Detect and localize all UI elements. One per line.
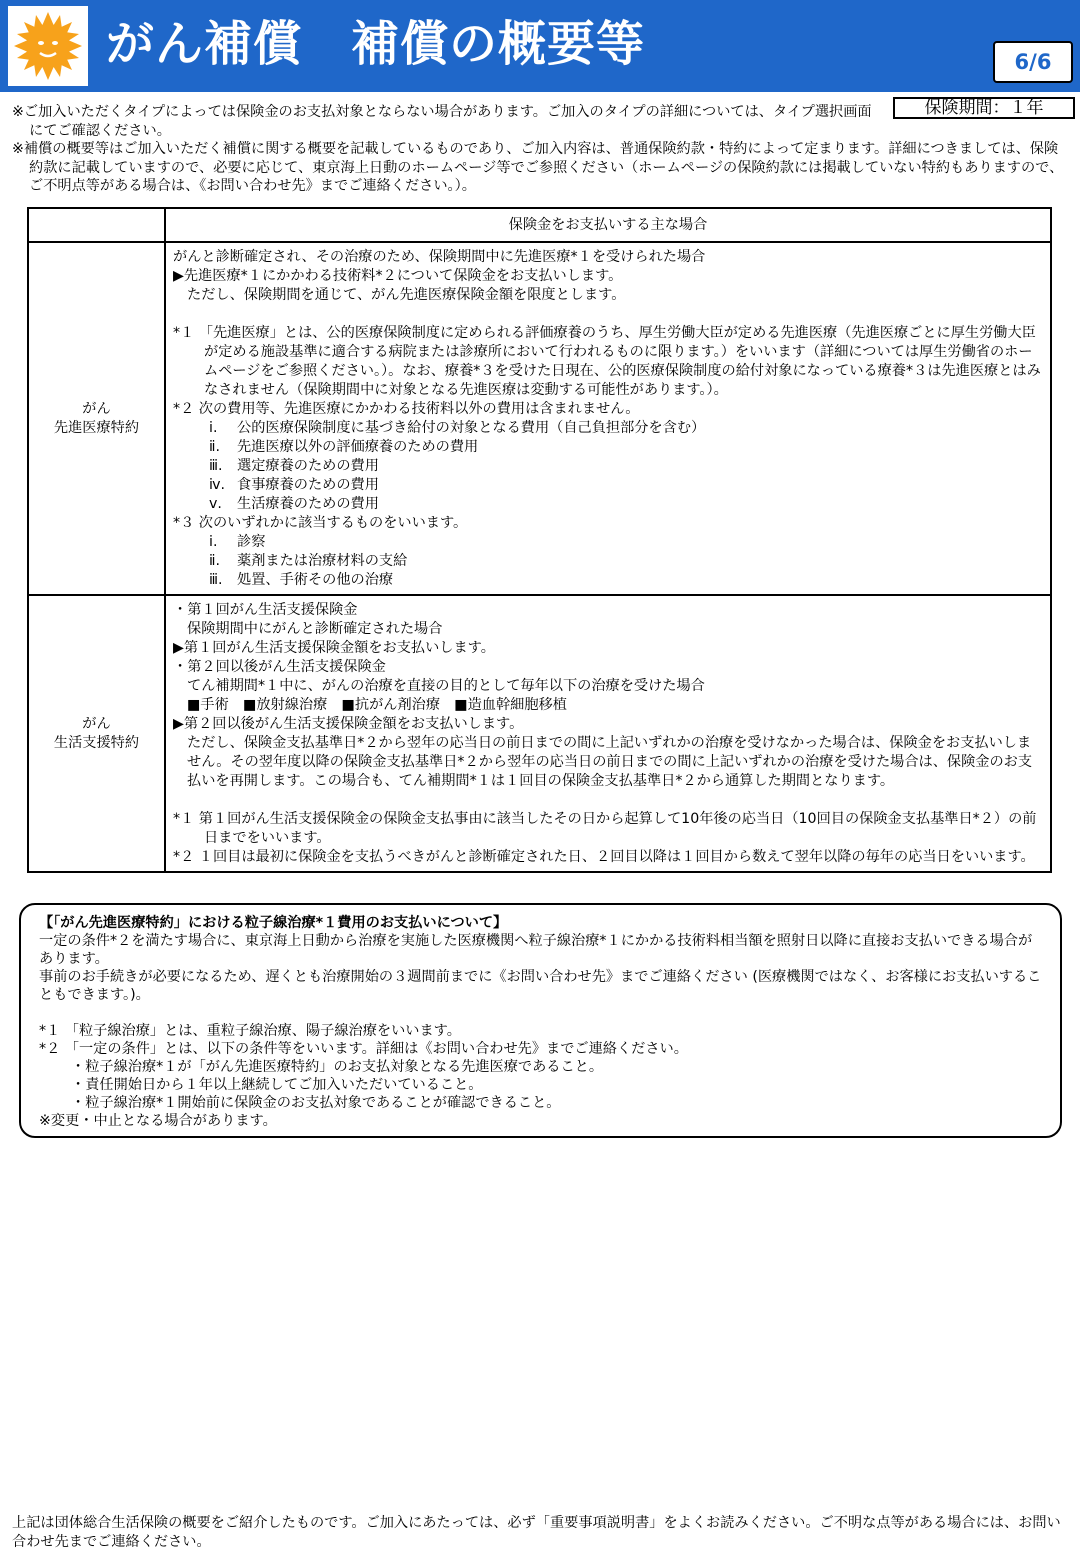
page-number: 6/6	[993, 41, 1073, 83]
logo	[8, 6, 88, 86]
content-paragraph: ただし、保険金支払基準日*２から翌年の応当日の前日までの間に上記いずれかの治療を受けなかった場合は、保険金をお支払いしません。その翌年度以降の保険金支払基準日*２から翌年の応当日の前日までの間に上記いずれかの治療を受けた場合は、保険金のお支払いを再開します。この場合も、てん補期間*１は１回目の保険金支払基準日*２から通算した期間となります。	[187, 735, 1033, 789]
coverage-table	[27, 207, 1052, 873]
note-overview: ※補償の概要等はご加入いただく補償に関する概要を記載しているものであり、ご加入内容は、普通保険約款・特約によって定まります。詳細につきましては、保険約款に記載していますので、必要に応じて、東京海上日動のホームページ等でご参照ください（ホームページの保険約款には掲載していない特約もありますので、ご不明点等がある場合は、《お問い合わせ先》までご連絡ください。）。	[12, 141, 1064, 194]
row-label-line: 先進医療特約	[53, 419, 140, 436]
content-line: ただし、保険期間を通じて、がん先進医療保険金額を限度とします。	[187, 287, 626, 303]
sub-item: ⅱ. 薬剤または治療材料の支給	[209, 553, 408, 569]
notice-condition: ・責任開始日から１年以上継続してご加入いただいていること。	[71, 1077, 483, 1093]
content-line: ■手術 ■放射線治療 ■抗がん剤治療 ■造血幹細胞移植	[187, 697, 567, 713]
sub-item: ⅳ. 食事療養のための費用	[209, 477, 379, 493]
row-label	[28, 242, 165, 595]
content-line: 保険期間中にがんと診断確定された場合	[187, 621, 443, 637]
note-type: ※ご加入いただくタイプによっては保険金のお支払対象とならない場合があります。ご加入のタイプの詳細については、タイプ選択画面にてご確認ください。	[12, 104, 872, 139]
notice-title: 【「がん先進医療特約」における粒子線治療*１費用のお支払いについて】	[39, 915, 508, 931]
sub-item: ⅱ. 先進医療以外の評価療養のための費用	[209, 439, 479, 455]
content-line: がんと診断確定され、その治療のため、保険期間中に先進医療*１を受けられた場合	[173, 249, 706, 265]
table-row	[28, 242, 1051, 595]
row-label-line: 生活支援特約	[53, 734, 140, 751]
content-line: ▶第２回以後がん生活支援保険金額をお支払いします。	[173, 716, 524, 732]
page-title: がん補償 補償の概要等	[106, 16, 646, 72]
row-label	[28, 595, 165, 872]
notice-footnote: *２ 「一定の条件」とは、以下の条件等をいいます。詳細は《お問い合わせ先》までご連絡ください。	[39, 1041, 688, 1057]
row-content	[165, 595, 1051, 872]
notes	[12, 103, 1072, 196]
row-label-line: がん	[82, 400, 111, 417]
footnote: *２ 次の費用等、先進医療にかかわる技術料以外の費用は含まれません。	[173, 401, 640, 417]
row-content	[165, 242, 1051, 595]
table-header-empty	[28, 208, 165, 242]
footnote: *１ 第１回がん生活支援保険金の保険金支払事由に該当したその日から起算して10年後の応当日（10回目の保険金支払基準日*２）の前日までをいいます。	[173, 811, 1037, 846]
content-line: ・第２回以後がん生活支援保険金	[173, 659, 386, 675]
footnote: *１ 「先進医療」とは、公的医療保険制度に定められる評価療養のうち、厚生労働大臣が定める先進医療（先進医療ごとに厚生労働大臣が定める施設基準に適合する病院または診療所において行われるものに限ります。）をいいます（詳細については厚生労働省のホームページをご参照ください。）。なお、療養*３を受けた日現在、公的医療保険制度の給付対象になっている療養*３は先進医療とはみなされません（保険期間中に対象となる先進医療は変動する可能性があります。）。	[173, 325, 1041, 398]
content-line: てん補期間*１中に、がんの治療を直接の目的として毎年以下の治療を受けた場合	[187, 678, 705, 694]
table-row	[28, 595, 1051, 872]
table-header-row	[28, 208, 1051, 242]
notice-paragraph: 事前のお手続きが必要になるため、遅くとも治療開始の３週間前までに《お問い合わせ先》までご連絡ください (医療機関ではなく、お客様にお支払いすることもできます。)。	[39, 969, 1042, 1003]
row-label-line: がん	[82, 715, 111, 732]
sub-item: ⅰ. 診察	[209, 534, 266, 550]
sub-item: ⅴ. 生活療養のための費用	[209, 496, 379, 512]
sun-face-icon	[8, 6, 88, 86]
notice-paragraph: 一定の条件*２を満たす場合に、東京海上日動から治療を実施した医療機関へ粒子線治療*１にかかる技術料相当額を照射日以降に直接お支払いできる場合があります。	[39, 933, 1033, 967]
table-header-cell: 保険金をお支払いする主な場合	[165, 208, 1051, 242]
content-line: ▶第１回がん生活支援保険金額をお支払いします。	[173, 640, 495, 656]
footnote: *２ １回目は最初に保険金を支払うべきがんと診断確定された日、２回目以降は１回目から数えて翌年以降の毎年の応当日をいいます。	[173, 849, 1035, 865]
sub-item: ⅰ. 公的医療保険制度に基づき給付の対象となる費用（自己負担部分を含む）	[209, 420, 706, 436]
sub-item: ⅲ. 処置、手術その他の治療	[209, 572, 394, 588]
footnote: *３ 次のいずれかに該当するものをいいます。	[173, 515, 468, 531]
content-line: ▶先進医療*１にかかわる技術料*２について保険金をお支払いします。	[173, 268, 623, 284]
notice-remark: ※変更・中止となる場合があります。	[39, 1113, 277, 1129]
notice-condition: ・粒子線治療*１が「がん先進医療特約」のお支払対象となる先進医療であること。	[71, 1059, 604, 1075]
notice-condition: ・粒子線治療*１開始前に保険金のお支払対象であることが確認できること。	[71, 1095, 561, 1111]
page-footer: 上記は団体総合生活保険の概要をご紹介したものです。ご加入にあたっては、必ず「重要事項説明書」をよくお読みください。ご不明な点等がある場合には、お問い合わせ先までご連絡ください。	[12, 1515, 1061, 1550]
insurance-period-badge: 保険期間：１年	[893, 97, 1075, 119]
notice-footnote: *１ 「粒子線治療」とは、重粒子線治療、陽子線治療をいいます。	[39, 1023, 461, 1039]
page-header	[0, 0, 1080, 92]
content-line: ・第１回がん生活支援保険金	[173, 602, 358, 618]
particle-therapy-notice	[19, 903, 1062, 1138]
sub-item: ⅲ. 選定療養のための費用	[209, 458, 379, 474]
